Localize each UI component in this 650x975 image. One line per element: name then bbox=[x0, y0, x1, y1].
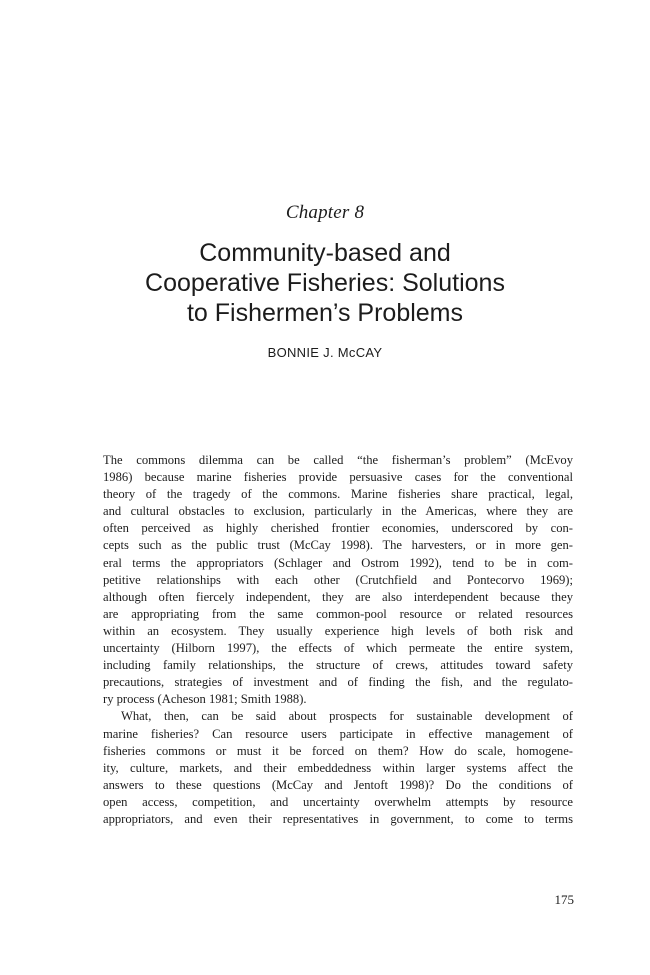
body-line: answers to these questions (McCay and Jentoft 1998)? Do the conditions of bbox=[103, 777, 573, 792]
body-line: precautions, strategies of investment and of finding the fish, and the regulato- bbox=[103, 675, 573, 690]
body-line: appropriators, and even their representatives in government, to come to terms bbox=[103, 811, 573, 826]
page-number: 175 bbox=[554, 892, 574, 907]
body-line: uncertainty (Hilborn 1997), the effects of which permeate the entire system, bbox=[103, 641, 573, 656]
body-line: fisheries commons or must it be forced on them? How do scale, homogene- bbox=[103, 743, 573, 758]
body-line: petitive relationships with each other (Crutchfield and Pontecorvo 1969); bbox=[103, 572, 573, 587]
chapter-title bbox=[0, 238, 650, 328]
body-line: are appropriating from the same common-pool resource or related resources bbox=[103, 606, 573, 621]
body-line: ry process (Acheson 1981; Smith 1988). bbox=[103, 692, 307, 707]
body-line: open access, competition, and uncertainty overwhelm attempts by resource bbox=[103, 794, 573, 809]
body-line: eral terms the appropriators (Schlager and Ostrom 1992), tend to be in com- bbox=[103, 555, 573, 570]
chapter-title-line: Community-based and bbox=[199, 239, 451, 267]
body-line: including family relationships, the structure of crews, attitudes toward safety bbox=[103, 658, 573, 673]
body-line: cepts such as the public trust (McCay 1998). The harvesters, or in more gen- bbox=[103, 538, 573, 553]
body-line: often perceived as highly cherished frontier economies, underscored by con- bbox=[103, 521, 573, 536]
body-line: What, then, can be said about prospects for sustainable development of bbox=[121, 709, 573, 724]
chapter-title-line: Cooperative Fisheries: Solutions bbox=[145, 269, 505, 297]
body-line: although often fiercely independent, they are also interdependent because they bbox=[103, 589, 573, 604]
body-line: 1986) because marine fisheries provide persuasive cases for the conventional bbox=[103, 470, 573, 485]
body-line: ity, culture, markets, and their embeddedness within larger systems affect the bbox=[103, 760, 573, 775]
body-line: within an ecosystem. They usually experience high levels of both risk and bbox=[103, 623, 573, 638]
body-line: The commons dilemma can be called “the fisherman’s problem” (McEvoy bbox=[103, 453, 573, 467]
chapter-label: Chapter 8 bbox=[285, 202, 365, 223]
body-line: marine fisheries? Can resource users participate in effective management of bbox=[103, 726, 573, 741]
body-line: theory of the tragedy of the commons. Marine fisheries share practical, legal, bbox=[103, 487, 573, 502]
body-line: and cultural obstacles to exclusion, particularly in the Americas, where they are bbox=[103, 504, 573, 519]
author-name: BONNIE J. McCAY bbox=[267, 345, 383, 360]
chapter-title-line: to Fishermen’s Problems bbox=[186, 299, 464, 327]
body-text bbox=[103, 452, 573, 828]
